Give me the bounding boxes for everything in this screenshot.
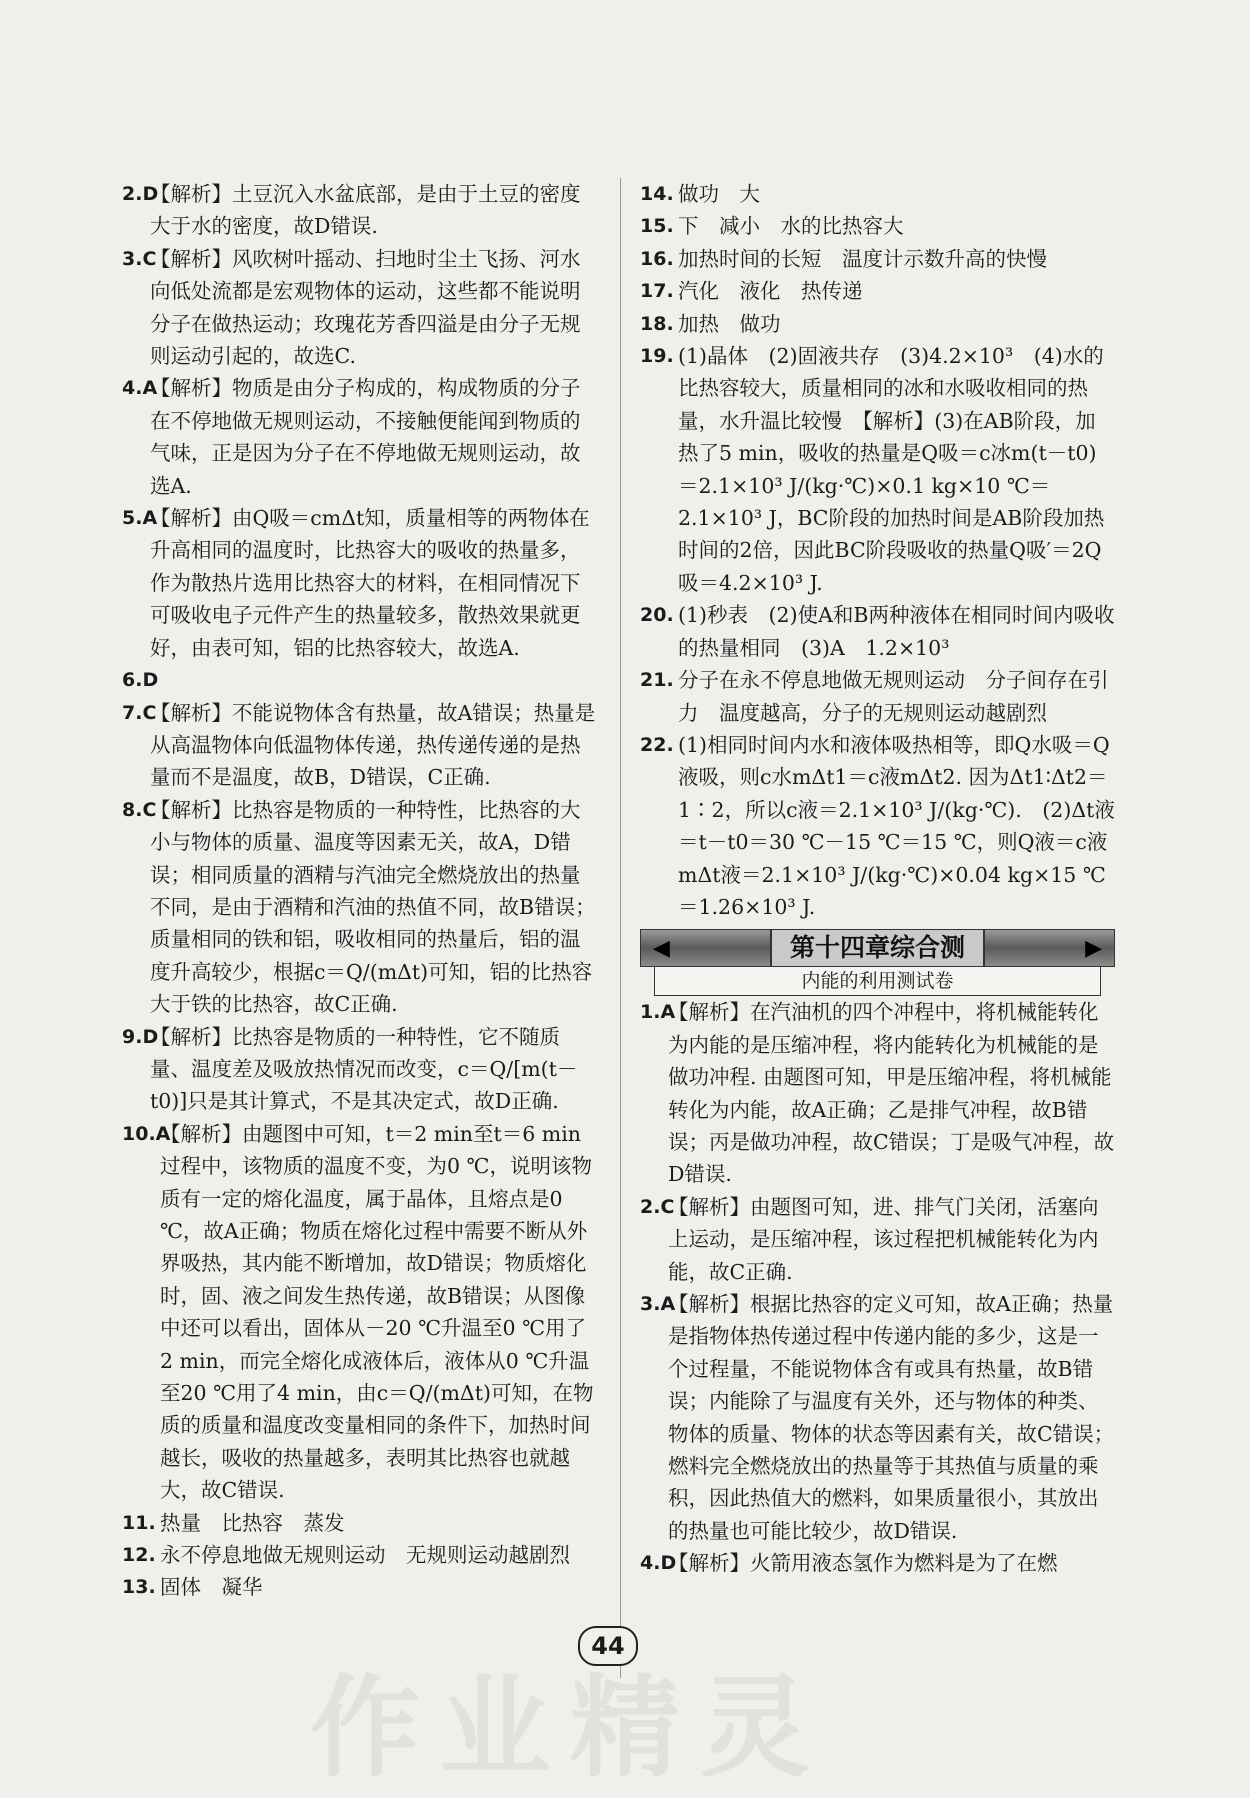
- right-column: [640, 178, 1115, 1580]
- answer-text: 【解析】火箭用液态氢作为燃料是为了在燃: [668, 1551, 1058, 1576]
- answer-16: [640, 243, 1115, 275]
- ch14-answer-4: [640, 1547, 1115, 1579]
- answer-text: 加热 做功: [678, 311, 781, 336]
- answer-number: 6.D: [122, 669, 159, 692]
- answer-text: 【解析】不能说物体含有热量，故A错误；热量是从高温物体向低温物体传递，热传递传递的是热量而不是温度，故B，D错误，C正确.: [150, 700, 596, 790]
- answer-number: 2.D: [122, 183, 159, 205]
- answer-number: 4.A: [122, 377, 158, 400]
- answer-text: 分子在永不停息地做无规则运动 分子间存在引力 温度越高，分子的无规则运动越剧烈: [678, 668, 1109, 725]
- ch14-answer-1: [640, 996, 1115, 1190]
- answer-text: 【解析】物质是由分子构成的，构成物质的分子在不停地做无规则运动，不接触便能闻到物质的气味，正是因为分子在不停地做无规则运动，故选A.: [150, 376, 581, 498]
- answer-text: 【解析】比热容是物质的一种特性，它不随质量、温度差及吸放热情况而改变，c＝Q/[m(t－t0)]只是其计算式，不是其决定式，故D正确.: [150, 1024, 578, 1114]
- answer-number: 16.: [640, 247, 674, 270]
- answer-text: 固体 凝华: [160, 1575, 263, 1600]
- answer-text: 永不停息地做无规则运动 无规则运动越剧烈: [160, 1543, 570, 1568]
- answer-text: 汽化 液化 热传递: [678, 279, 863, 304]
- answer-17: [640, 275, 1115, 307]
- answer-text: (1)相同时间内水和液体吸热相等，即Q水吸＝Q液吸，则c水mΔt1＝c液mΔt2. 因为Δt1∶Δt2＝1∶2，所以c液＝2.1×10³ J/(kg·℃). (2)Δt液＝t－t0＝30 ℃－15 ℃＝15 ℃，则Q液＝c液mΔt液＝2.1×10³ J/(kg·℃)×0.04 kg×15 ℃＝1.26×10³ J.: [678, 732, 1115, 919]
- answer-number: 4.D: [640, 1552, 677, 1575]
- answer-number: 12.: [122, 1544, 156, 1567]
- answer-15: [640, 210, 1115, 242]
- answer-22: [640, 729, 1115, 923]
- answer-number: 15.: [640, 215, 674, 238]
- column-divider: [620, 178, 621, 1678]
- answer-7: [122, 697, 597, 794]
- answer-text: 【解析】根据比热容的定义可知，故A正确；热量是指物体热传递过程中传递内能的多少，这是一个过程量，不能说物体含有或具有热量，故B错误；内能除了与温度有关外，还与物体的种类、物体的质量、物体的状态等因素有关，故C错误；燃料完全燃烧放出的热量等于其热值与质量的乘积，因此热值大的燃料，如果质量很小，其放出的热量也可能比较少，故D错误.: [668, 1292, 1115, 1543]
- answer-number: 10.A: [122, 1122, 171, 1145]
- answer-14: [640, 178, 1115, 210]
- answer-9: [122, 1021, 597, 1118]
- answer-number: 21.: [640, 669, 674, 692]
- answer-text: 做功 大: [678, 182, 760, 206]
- answer-4: [122, 372, 597, 502]
- answer-19: [640, 340, 1115, 599]
- chapter-title: 第十四章综合测: [770, 930, 985, 966]
- page-number: 44: [578, 1626, 638, 1666]
- chapter-header: [640, 929, 1115, 967]
- answer-10: [122, 1118, 597, 1507]
- chapter-subtitle: 内能的利用测试卷: [654, 967, 1101, 996]
- answer-text: 【解析】由题图中可知，t＝2 min至t＝6 min过程中，该物质的温度不变，为0 ℃，说明该物质有一定的熔化温度，属于晶体，且熔点是0 ℃，故A正确；物质在熔化过程中需要不断从外界吸热，其内能不断增加，故D错误；物质熔化时，固、液之间发生热传递，故B错误；从图像中还可以看出，固体从－20 ℃升温至0 ℃用了2 min，而完全熔化成液体后，液体从0 ℃升温至20 ℃用了4 min，由c＝Q/(mΔt)可知，在物质的质量和温度改变量相同的条件下，加热时间越长，吸收的热量越多，表明其比热容也就越大，故C错误.: [160, 1121, 594, 1503]
- left-column: [122, 178, 597, 1604]
- answer-number: 13.: [122, 1576, 156, 1599]
- answer-13: [122, 1571, 597, 1603]
- answer-number: 5.A: [122, 507, 158, 530]
- answer-18: [640, 308, 1115, 340]
- answer-number: 19.: [640, 345, 674, 368]
- answer-text: 【解析】由Q吸＝cmΔt知，质量相等的两物体在升高相同的温度时，比热容大的吸收的热量多，作为散热片选用比热容大的材料，在相同情况下可吸收电子元件产生的热量较多，散热效果就更好，由表可知，铝的比热容较大，故选A.: [150, 506, 590, 660]
- answer-number: 3.A: [640, 1293, 676, 1315]
- answer-5: [122, 502, 597, 664]
- ch14-answer-2: [640, 1191, 1115, 1288]
- answer-number: 7.C: [122, 701, 157, 724]
- answer-text: (1)秒表 (2)使A和B两种液体在相同时间内吸收的热量相同 (3)A 1.2×10³: [678, 603, 1115, 660]
- watermark-bottom: 作业精灵: [310, 1664, 830, 1792]
- answer-text: 加热时间的长短 温度计示数升高的快慢: [678, 246, 1047, 271]
- answer-number: 1.A: [640, 1001, 676, 1024]
- answer-2: [122, 178, 597, 243]
- answer-number: 11.: [122, 1511, 156, 1534]
- answer-6: [122, 664, 597, 696]
- answer-text: 【解析】土豆沉入水盆底部，是由于土豆的密度大于水的密度，故D错误.: [150, 182, 581, 239]
- answer-text: (1)晶体 (2)固液共存 (3)4.2×10³ (4)水的比热容较大，质量相同的冰和水吸收相同的热量，水升温比较慢 【解析】(3)在AB阶段，加热了5 min，吸收的热量是Q吸＝c冰m(t－t0)＝2.1×10³ J/(kg·℃)×0.1 kg×10 ℃＝2.1×10³ J，BC阶段的加热时间是AB阶段加热时间的2倍，因此BC阶段吸收的热量Q吸′＝2Q吸＝4.2×10³ J.: [678, 344, 1105, 595]
- answer-number: 2.C: [640, 1195, 675, 1218]
- answer-12: [122, 1539, 597, 1571]
- answer-text: 【解析】由题图可知，进、排气门关闭，活塞向上运动，是压缩冲程，该过程把机械能转化为内能，故C正确.: [668, 1194, 1099, 1284]
- answer-text: 【解析】在汽油机的四个冲程中，将机械能转化为内能的是压缩冲程，将内能转化为机械能的是做功冲程. 由题图可知，甲是压缩冲程，将机械能转化为内能，故A正确；乙是排气冲程，故B错误；丙是做功冲程，故C错误；丁是吸气冲程，故D错误.: [668, 1000, 1115, 1187]
- answer-11: [122, 1507, 597, 1539]
- answer-number: 18.: [640, 312, 674, 335]
- answer-number: 17.: [640, 280, 674, 303]
- answer-text: 热量 比热容 蒸发: [160, 1510, 345, 1535]
- right-arrow-icon: ▶: [1085, 935, 1102, 962]
- answer-number: 20.: [640, 604, 674, 627]
- answer-3: [122, 243, 597, 373]
- answer-number: 14.: [640, 183, 674, 205]
- answer-number: 3.C: [122, 247, 157, 270]
- answer-text: 下 减小 水的比热容大: [678, 214, 904, 239]
- answer-20: [640, 599, 1115, 664]
- answer-8: [122, 794, 597, 1021]
- answer-text: 【解析】风吹树叶摇动、扫地时尘土飞扬、河水向低处流都是宏观物体的运动，这些都不能说明分子在做热运动；玫瑰花芳香四溢是由分子无规则运动引起的，故选C.: [150, 246, 581, 369]
- ch14-answer-3: [640, 1288, 1115, 1547]
- answer-text: 【解析】比热容是物质的一种特性，比热容的大小与物体的质量、温度等因素无关，故A，D错误；相同质量的酒精与汽油完全燃烧放出的热量不同，是由于酒精和汽油的热值不同，故B错误；质量相同的铁和铝，吸收相同的热量后，铝的温度升高较少，根据c＝Q/(mΔt)可知，铝的比热容大于铁的比热容，故C正确.: [150, 797, 596, 1017]
- answer-number: 22.: [640, 733, 674, 756]
- answer-number: 9.D: [122, 1025, 159, 1048]
- answer-21: [640, 664, 1115, 729]
- left-arrow-icon: ◀: [653, 935, 670, 962]
- answer-number: 8.C: [122, 798, 157, 821]
